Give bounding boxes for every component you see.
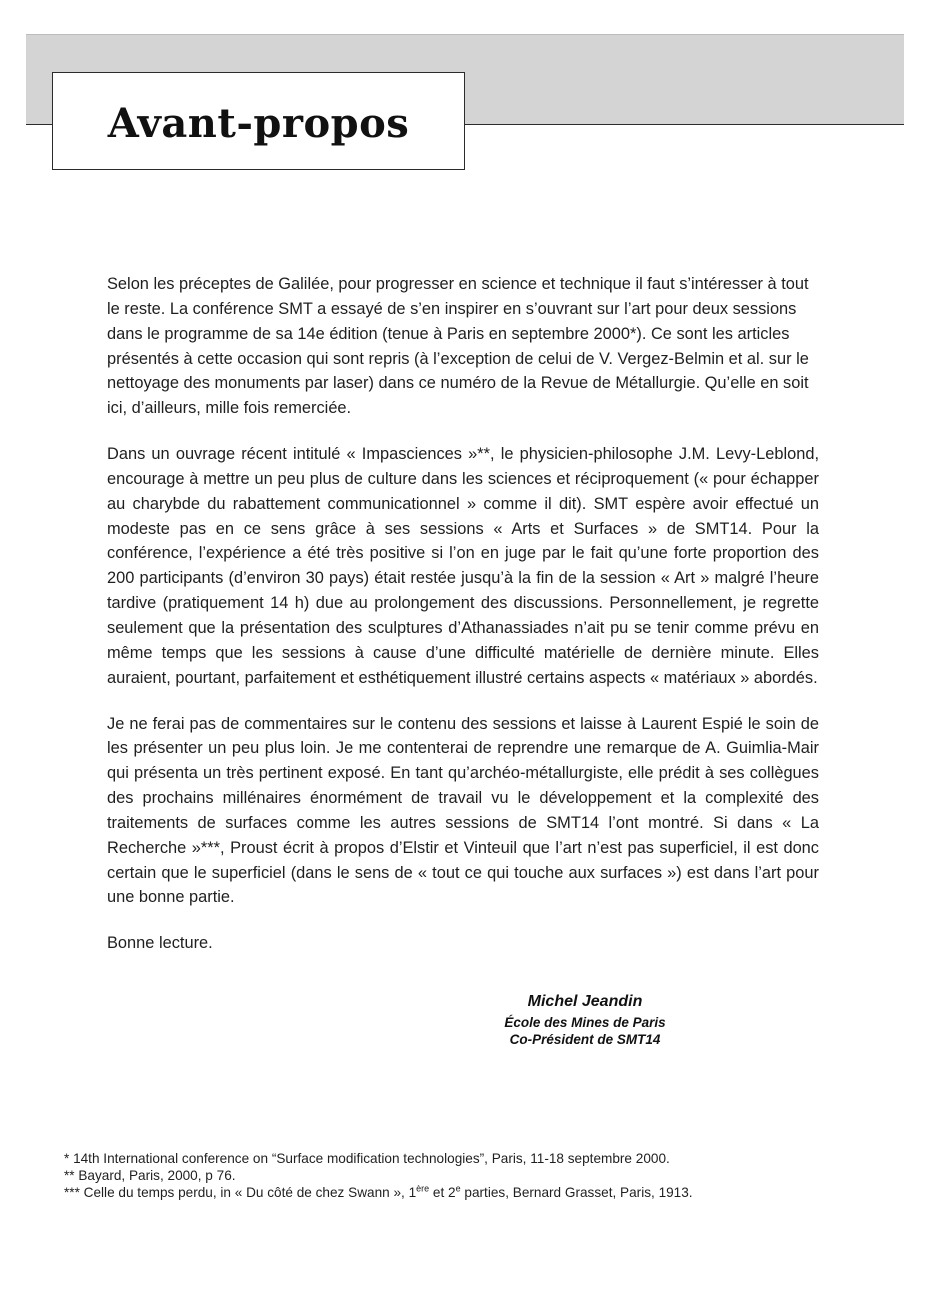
footnote-3-superscript-1: ère — [416, 1183, 430, 1194]
article-body — [107, 272, 819, 977]
paragraph-1: Selon les préceptes de Galilée, pour progresser en science et technique il faut s’intéresser à tout le reste. La conférence SMT a essayé de s’en inspirer en s’ouvrant sur l’art pour deux sessions dans le programme de sa 14e édition (tenue à Paris en septembre 2000*). Ce sont les articles présentés à cette occasion qui sont repris (à l’exception de celui de V. Vergez-Belmin et al. sur le nettoyage des monuments par laser) dans ce numéro de la Revue de Métallurgie. Qu’elle en soit ici, d’ailleurs, mille fois remerciée. — [107, 275, 809, 418]
footnote-3 — [64, 1184, 894, 1201]
paragraph-2: Dans un ouvrage récent intitulé « Impasciences »**, le physicien-philosophe J.M. Levy-Leblond, encourage à mettre un peu plus de culture dans les sciences et réciproquement (« pour échapper au charybde du rabattement communicationnel » comme il dit). SMT espère avoir effectué un modeste pas en ce sens grâce à ses sessions « Arts et Surfaces » de SMT14. Pour la conférence, l’expérience a été très positive si l’on en juge par le fait qu’une forte proportion des 200 participants (d’environ 30 pays) était restée jusqu’à la fin de la session « Art » malgré l’heure tardive (pratiquement 14 h) due au prolongement des discussions. Personnellement, je regrette seulement que la présentation des sculptures d’Athanassiades n’ait pu se tenir comme prévu en même temps que les sessions à cause d’une difficulté matérielle de dernière minute. Elles auraient, pourtant, parfaitement et esthétiquement illustré certains aspects « matériaux » abordés. — [107, 445, 819, 687]
closing-line: Bonne lecture. — [107, 934, 213, 953]
author-role: Co-Président de SMT14 — [509, 1032, 661, 1047]
signature-block — [440, 990, 730, 1048]
footnote-3-suffix: parties, Bernard Grasset, Paris, 1913. — [460, 1185, 693, 1200]
footnote-3-prefix: *** Celle du temps perdu, in « Du côté de chez Swann », 1 — [64, 1185, 417, 1200]
author-name: Michel Jeandin — [527, 993, 643, 1010]
paragraph-3: Je ne ferai pas de commentaires sur le contenu des sessions et laisse à Laurent Espié le soin de les présenter un peu plus loin. Je me contenterai de reprendre une remarque de A. Guimlia-Mair qui présenta un très pertinent exposé. En tant qu’archéo-métallurgiste, elle prédit à ses collègues des prochains millénaires énormément de travail vu le développement et la complexité des traitements de surfaces comme les autres sessions de SMT14 l’ont montré. Si dans « La Recherche »***, Proust écrit à propos d’Elstir et Vinteuil que l’art n’est pas superficiel, il est donc certain que le superficiel (dans le sens de « tout ce qui touche aux surfaces ») est dans l’art pour une bonne partie. — [107, 714, 819, 907]
page-title: Avant-propos — [107, 99, 410, 147]
footnote-3-mid: et 2 — [429, 1185, 456, 1200]
footnotes — [64, 1150, 894, 1201]
author-affiliation: École des Mines de Paris — [504, 1015, 666, 1030]
title-box — [52, 72, 465, 170]
footnote-3-superscript-2: e — [455, 1183, 461, 1194]
footnote-1: * 14th International conference on “Surface modification technologies”, Paris, 11-18 septembre 2000. — [64, 1151, 670, 1166]
footnote-2: ** Bayard, Paris, 2000, p 76. — [64, 1168, 236, 1183]
